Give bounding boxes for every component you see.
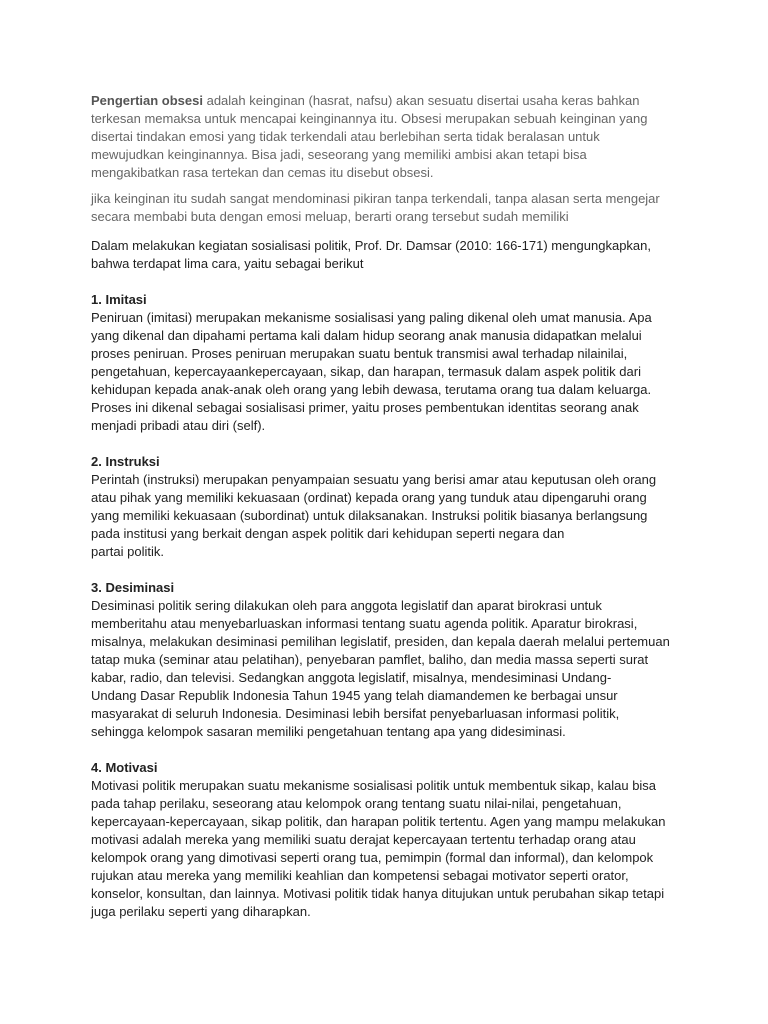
- intro-line: jika keinginan itu sudah sangat mendominasi pikiran tanpa terkendali, tanpa alasan serta mengejar: [91, 191, 660, 206]
- intro-block: [91, 92, 691, 226]
- section-line: Motivasi politik merupakan suatu mekanisme sosialisasi politik untuk membentuk sikap, kalau bisa: [91, 778, 657, 793]
- section-title: 1. Imitasi: [91, 292, 147, 307]
- section-line: kehidupan kepada anak-anak oleh orang yang lebih dewasa, terutama orang tua dalam keluarga.: [91, 382, 652, 397]
- section-line: tatap muka (seminar atau pelatihan), penyebaran pamflet, baliho, dan media massa seperti surat: [91, 652, 649, 667]
- opening-paragraph: [91, 237, 691, 273]
- section-line: kelompok orang yang dimotivasi seperti orang tua, pemimpin (formal dan informal), dan kelompok: [91, 850, 654, 865]
- section-title: 4. Motivasi: [91, 760, 158, 775]
- intro-paragraph-2: [91, 190, 691, 226]
- section-instruksi: [91, 453, 691, 561]
- intro-lead-term: Pengertian obsesi: [91, 93, 203, 108]
- section-line: masyarakat di seluruh Indonesia. Desiminasi lebih bersifat penyebarluasan informasi politik,: [91, 706, 620, 721]
- section-line: misalnya, melakukan desiminasi pemilihan legislatif, presiden, dan kepala daerah melalui pertemuan: [91, 634, 670, 649]
- section-title: 2. Instruksi: [91, 454, 160, 469]
- section-desiminasi: [91, 579, 691, 741]
- intro-line: adalah keinginan (hasrat, nafsu) akan sesuatu disertai usaha keras bahkan: [202, 93, 640, 108]
- intro-line: mengakibatkan rasa tertekan dan cemas itu disebut obsesi.: [91, 165, 434, 180]
- opening-line: bahwa terdapat lima cara, yaitu sebagai berikut: [91, 256, 364, 271]
- section-line: sehingga kelompok sasaran memiliki pengetahuan tentang apa yang didesiminasi.: [91, 724, 566, 739]
- section-line: kabar, radio, dan televisi. Sedangkan anggota legislatif, misalnya, mendesiminasi Undang-: [91, 670, 612, 685]
- section-line: Desiminasi politik sering dilakukan oleh para anggota legislatif dan aparat birokrasi untuk: [91, 598, 602, 613]
- section-line: konselor, konsultan, dan lainnya. Motivasi politik tidak hanya ditujukan untuk perubahan sikap tetapi: [91, 886, 665, 901]
- section-line: pada tahap perilaku, seseorang atau kelompok orang tentang suatu nilai-nilai, pengetahuan,: [91, 796, 622, 811]
- section-line: juga perilaku seperti yang diharapkan.: [91, 904, 311, 919]
- intro-line: secara membabi buta dengan emosi meluap, berarti orang tersebut sudah memiliki: [91, 209, 569, 224]
- intro-line: mewujudkan keinginannya. Bisa jadi, seseorang yang memiliki ambisi akan tetapi bisa: [91, 147, 587, 162]
- section-line: yang dikenal dan dipahami pertama kali dalam hidup seorang anak manusia didapatkan melalui: [91, 328, 642, 343]
- section-line: atau pihak yang memiliki kekuasaan (ordinat) kepada orang yang tunduk atau dipengaruhi orang: [91, 490, 647, 505]
- section-line: Perintah (instruksi) merupakan penyampaian sesuatu yang berisi amar atau keputusan oleh orang: [91, 472, 657, 487]
- body-text: [91, 237, 691, 921]
- section-line: rujukan atau mereka yang memiliki keahlian dan kompetensi sebagai motivator seperti orator,: [91, 868, 629, 883]
- section-line: pengetahuan, kepercayaankepercayaan, sikap, dan harapan, termasuk dalam aspek politik dari: [91, 364, 641, 379]
- section-line: kepercayaan-kepercayaan, sikap politik, dan harapan politik tertentu. Agen yang mampu melakukan: [91, 814, 666, 829]
- section-line: yang memiliki kekuasaan (subordinat) untuk dilaksanakan. Instruksi politik biasanya berlangsung: [91, 508, 648, 523]
- section-line: Undang Dasar Republik Indonesia Tahun 1945 yang telah diamandemen ke berbagai unsur: [91, 688, 618, 703]
- intro-line: terkesan memaksa untuk mencapai keinginannya itu. Obsesi merupakan sebuah keinginan yang: [91, 111, 648, 126]
- section-imitasi: [91, 291, 691, 435]
- section-line: Proses ini dikenal sebagai sosialisasi primer, yaitu proses pembentukan identitas seorang anak: [91, 400, 639, 415]
- section-line: partai politik.: [91, 544, 164, 559]
- section-line: Peniruan (imitasi) merupakan mekanisme sosialisasi yang paling dikenal oleh umat manusia. Apa: [91, 310, 652, 325]
- section-line: proses peniruan. Proses peniruan merupakan suatu bentuk transmisi awal terhadap nilainilai,: [91, 346, 628, 361]
- section-title: 3. Desiminasi: [91, 580, 175, 595]
- section-motivasi: [91, 759, 691, 921]
- section-line: menjadi pribadi atau diri (self).: [91, 418, 266, 433]
- section-line: motivasi adalah mereka yang memiliki suatu derajat kepercayaan tertentu terhadap orang atau: [91, 832, 636, 847]
- intro-line: disertai tindakan emosi yang tidak terkendali atau berlebihan serta tidak beralasan untuk: [91, 129, 600, 144]
- section-line: pada institusi yang berkait dengan aspek politik dari kehidupan seperti negara dan: [91, 526, 565, 541]
- intro-paragraph-1: [91, 92, 691, 182]
- opening-line: Dalam melakukan kegiatan sosialisasi politik, Prof. Dr. Damsar (2010: 166-171) mengungkapkan,: [91, 238, 652, 253]
- document-page: [91, 92, 691, 921]
- section-line: memberitahu atau menyebarluaskan informasi tentang suatu agenda politik. Aparatur birokrasi,: [91, 616, 638, 631]
